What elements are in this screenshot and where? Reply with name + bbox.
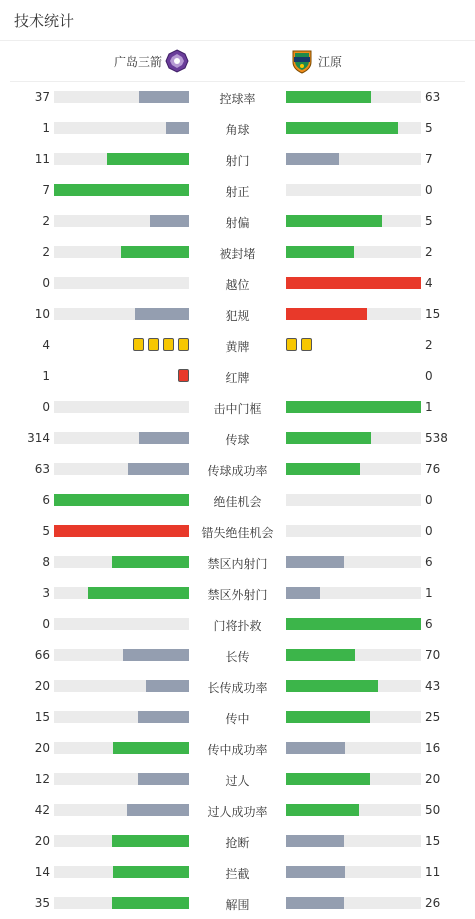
away-value: 50	[425, 803, 441, 817]
stat-row	[0, 609, 475, 640]
stat-label: 传球	[225, 433, 250, 447]
away-bar-fill	[286, 618, 421, 630]
away-value: 63	[425, 90, 441, 104]
home-value: 314	[27, 431, 50, 445]
home-bar-fill	[88, 587, 189, 599]
home-value: 7	[42, 183, 50, 197]
away-team-name[interactable]: 江原	[318, 55, 343, 69]
stat-row	[0, 516, 475, 547]
home-bar-track	[54, 432, 189, 444]
home-bar-track	[54, 308, 189, 320]
home-bar-track	[54, 91, 189, 103]
away-bar-fill	[286, 835, 344, 847]
home-value: 20	[34, 834, 50, 848]
stat-row	[0, 113, 475, 144]
home-bar-fill	[107, 153, 189, 165]
home-value: 3	[42, 586, 50, 600]
home-value: 12	[34, 772, 50, 786]
home-bar-fill	[113, 742, 189, 754]
home-value: 2	[42, 245, 50, 259]
away-bar-fill	[286, 277, 421, 289]
stat-row	[0, 454, 475, 485]
away-bar-fill	[286, 587, 320, 599]
away-bar-fill	[286, 153, 339, 165]
home-bar-track	[54, 773, 189, 785]
home-team-name[interactable]: 广岛三箭	[113, 55, 162, 69]
home-bar-fill	[139, 432, 189, 444]
home-value: 1	[42, 121, 50, 135]
away-value: 1	[425, 400, 433, 414]
stat-row	[0, 733, 475, 764]
home-bar-track	[54, 525, 189, 537]
away-bar-track	[286, 215, 421, 227]
red-card-icon	[178, 369, 189, 382]
home-value: 1	[42, 369, 50, 383]
away-bar-track	[286, 246, 421, 258]
home-bar-track	[54, 618, 189, 630]
stat-label: 越位	[225, 278, 250, 292]
home-value: 0	[42, 617, 50, 631]
stat-label: 红牌	[225, 371, 250, 385]
home-bar-track	[54, 122, 189, 134]
away-bar-track	[286, 897, 421, 909]
stat-label: 击中门框	[213, 402, 262, 416]
stat-label: 传球成功率	[207, 464, 268, 478]
stat-row	[0, 82, 475, 113]
stat-label: 拦截	[225, 867, 250, 881]
stat-label: 射偏	[225, 216, 250, 230]
stat-label: 长传成功率	[207, 681, 268, 695]
away-bar-fill	[286, 432, 371, 444]
home-bar-track	[54, 153, 189, 165]
away-value: 16	[425, 741, 441, 755]
away-bar-fill	[286, 463, 360, 475]
home-bar-fill	[112, 897, 189, 909]
home-value: 37	[34, 90, 50, 104]
away-bar-track	[286, 618, 421, 630]
away-value: 5	[425, 214, 433, 228]
away-bar-fill	[286, 742, 345, 754]
stat-row	[0, 268, 475, 299]
stat-label: 禁区内射门	[207, 557, 268, 571]
away-bar-track	[286, 680, 421, 692]
home-value: 6	[42, 493, 50, 507]
away-value: 15	[425, 307, 441, 321]
home-bar-track	[54, 649, 189, 661]
away-value: 7	[425, 152, 433, 166]
home-bar-track	[54, 680, 189, 692]
stat-row	[0, 237, 475, 268]
home-value: 20	[34, 679, 50, 693]
home-bar-track	[54, 835, 189, 847]
home-bar-track	[54, 711, 189, 723]
yellow-card-icon	[178, 338, 189, 351]
away-value: 25	[425, 710, 441, 724]
away-value: 43	[425, 679, 441, 693]
stat-row	[0, 392, 475, 423]
home-bar-track	[54, 184, 189, 196]
home-bar-track	[54, 277, 189, 289]
away-bar-track	[286, 432, 421, 444]
stat-row	[0, 888, 475, 919]
stat-row	[0, 640, 475, 671]
stat-row	[0, 206, 475, 237]
stat-label: 被封堵	[219, 247, 256, 261]
home-cards	[133, 338, 189, 351]
away-bar-track	[286, 556, 421, 568]
away-bar-fill	[286, 804, 359, 816]
home-bar-fill	[54, 525, 189, 537]
home-value: 5	[42, 524, 50, 538]
away-bar-track	[286, 866, 421, 878]
stat-label: 控球率	[219, 92, 256, 106]
away-value: 4	[425, 276, 433, 290]
home-value: 4	[42, 338, 50, 352]
home-value: 20	[34, 741, 50, 755]
stat-row	[0, 857, 475, 888]
stat-label: 过人	[225, 774, 250, 788]
away-value: 2	[425, 338, 433, 352]
stat-label: 禁区外射门	[207, 588, 268, 602]
away-value: 11	[425, 865, 441, 879]
home-value: 10	[34, 307, 50, 321]
stat-row	[0, 547, 475, 578]
away-bar-track	[286, 835, 421, 847]
away-bar-fill	[286, 773, 370, 785]
away-bar-fill	[286, 680, 378, 692]
home-value: 2	[42, 214, 50, 228]
stat-label: 绝佳机会	[213, 495, 262, 509]
away-bar-track	[286, 587, 421, 599]
away-bar-fill	[286, 246, 354, 258]
home-bar-fill	[166, 122, 189, 134]
home-bar-fill	[127, 804, 189, 816]
away-bar-track	[286, 401, 421, 413]
home-bar-track	[54, 742, 189, 754]
away-value: 0	[425, 524, 433, 538]
stat-row	[0, 361, 475, 392]
away-bar-track	[286, 184, 421, 196]
away-value: 0	[425, 493, 433, 507]
away-value: 5	[425, 121, 433, 135]
away-value: 2	[425, 245, 433, 259]
home-bar-fill	[128, 463, 189, 475]
away-bar-fill	[286, 866, 345, 878]
home-cards	[178, 369, 189, 382]
stat-label: 犯规	[225, 309, 250, 323]
yellow-card-icon	[286, 338, 297, 351]
stat-label: 传中	[225, 712, 250, 726]
stat-label: 黄牌	[225, 340, 250, 354]
stat-label: 错失绝佳机会	[201, 526, 274, 540]
home-bar-fill	[113, 866, 189, 878]
home-value: 15	[34, 710, 50, 724]
home-bar-fill	[150, 215, 189, 227]
away-bar-fill	[286, 122, 398, 134]
home-bar-fill	[138, 711, 189, 723]
away-bar-track	[286, 277, 421, 289]
stat-row	[0, 826, 475, 857]
away-bar-track	[286, 308, 421, 320]
away-bar-track	[286, 463, 421, 475]
home-bar-fill	[54, 184, 189, 196]
away-cards	[286, 338, 312, 351]
home-value: 35	[34, 896, 50, 910]
home-bar-track	[54, 804, 189, 816]
home-bar-fill	[138, 773, 189, 785]
away-value: 26	[425, 896, 441, 910]
stat-label: 角球	[225, 123, 250, 137]
away-bar-fill	[286, 556, 344, 568]
stat-label: 长传	[225, 650, 250, 664]
home-value: 11	[34, 152, 50, 166]
yellow-card-icon	[148, 338, 159, 351]
away-bar-track	[286, 773, 421, 785]
away-value: 76	[425, 462, 441, 476]
stat-row	[0, 330, 475, 361]
away-bar-fill	[286, 401, 421, 413]
home-bar-fill	[123, 649, 189, 661]
away-bar-fill	[286, 91, 371, 103]
home-value: 8	[42, 555, 50, 569]
home-bar-track	[54, 866, 189, 878]
away-bar-track	[286, 804, 421, 816]
home-bar-track	[54, 494, 189, 506]
stat-label: 门将扑救	[213, 619, 262, 633]
stat-row	[0, 485, 475, 516]
stat-row	[0, 299, 475, 330]
home-value: 63	[34, 462, 50, 476]
home-bar-track	[54, 215, 189, 227]
home-value: 0	[42, 276, 50, 290]
yellow-card-icon	[133, 338, 144, 351]
stat-row	[0, 175, 475, 206]
home-bar-fill	[139, 91, 189, 103]
away-bar-fill	[286, 215, 382, 227]
stat-label: 解围	[225, 898, 250, 912]
yellow-card-icon	[301, 338, 312, 351]
stat-label: 射门	[225, 154, 250, 168]
stat-label: 传中成功率	[207, 743, 268, 757]
home-bar-track	[54, 463, 189, 475]
stat-row	[0, 671, 475, 702]
home-value: 42	[34, 803, 50, 817]
away-value: 538	[425, 431, 448, 445]
stat-row	[0, 795, 475, 826]
away-value: 6	[425, 555, 433, 569]
home-bar-track	[54, 897, 189, 909]
stat-row	[0, 144, 475, 175]
away-bar-track	[286, 122, 421, 134]
home-bar-track	[54, 246, 189, 258]
away-value: 15	[425, 834, 441, 848]
stat-label: 抢断	[225, 836, 250, 850]
away-bar-track	[286, 742, 421, 754]
stat-row	[0, 578, 475, 609]
away-bar-track	[286, 153, 421, 165]
stat-row	[0, 702, 475, 733]
stat-row	[0, 423, 475, 454]
home-bar-track	[54, 401, 189, 413]
home-bar-track	[54, 587, 189, 599]
away-bar-fill	[286, 649, 355, 661]
yellow-card-icon	[163, 338, 174, 351]
away-value: 70	[425, 648, 441, 662]
away-value: 1	[425, 586, 433, 600]
home-bar-fill	[135, 308, 189, 320]
page-title: 技术统计	[14, 12, 75, 30]
home-value: 0	[42, 400, 50, 414]
home-bar-fill	[54, 494, 189, 506]
away-bar-track	[286, 91, 421, 103]
away-value: 6	[425, 617, 433, 631]
away-bar-fill	[286, 897, 344, 909]
stat-row	[0, 764, 475, 795]
away-bar-track	[286, 711, 421, 723]
away-bar-track	[286, 525, 421, 537]
home-bar-fill	[112, 556, 189, 568]
away-bar-fill	[286, 711, 370, 723]
home-value: 66	[34, 648, 50, 662]
stat-label: 射正	[225, 185, 250, 199]
home-value: 14	[34, 865, 50, 879]
home-bar-fill	[112, 835, 189, 847]
away-value: 0	[425, 369, 433, 383]
away-bar-track	[286, 649, 421, 661]
home-bar-fill	[121, 246, 189, 258]
away-value: 0	[425, 183, 433, 197]
away-bar-track	[286, 494, 421, 506]
away-value: 20	[425, 772, 441, 786]
home-bar-fill	[146, 680, 189, 692]
stat-label: 过人成功率	[207, 805, 268, 819]
away-bar-fill	[286, 308, 367, 320]
home-bar-track	[54, 556, 189, 568]
